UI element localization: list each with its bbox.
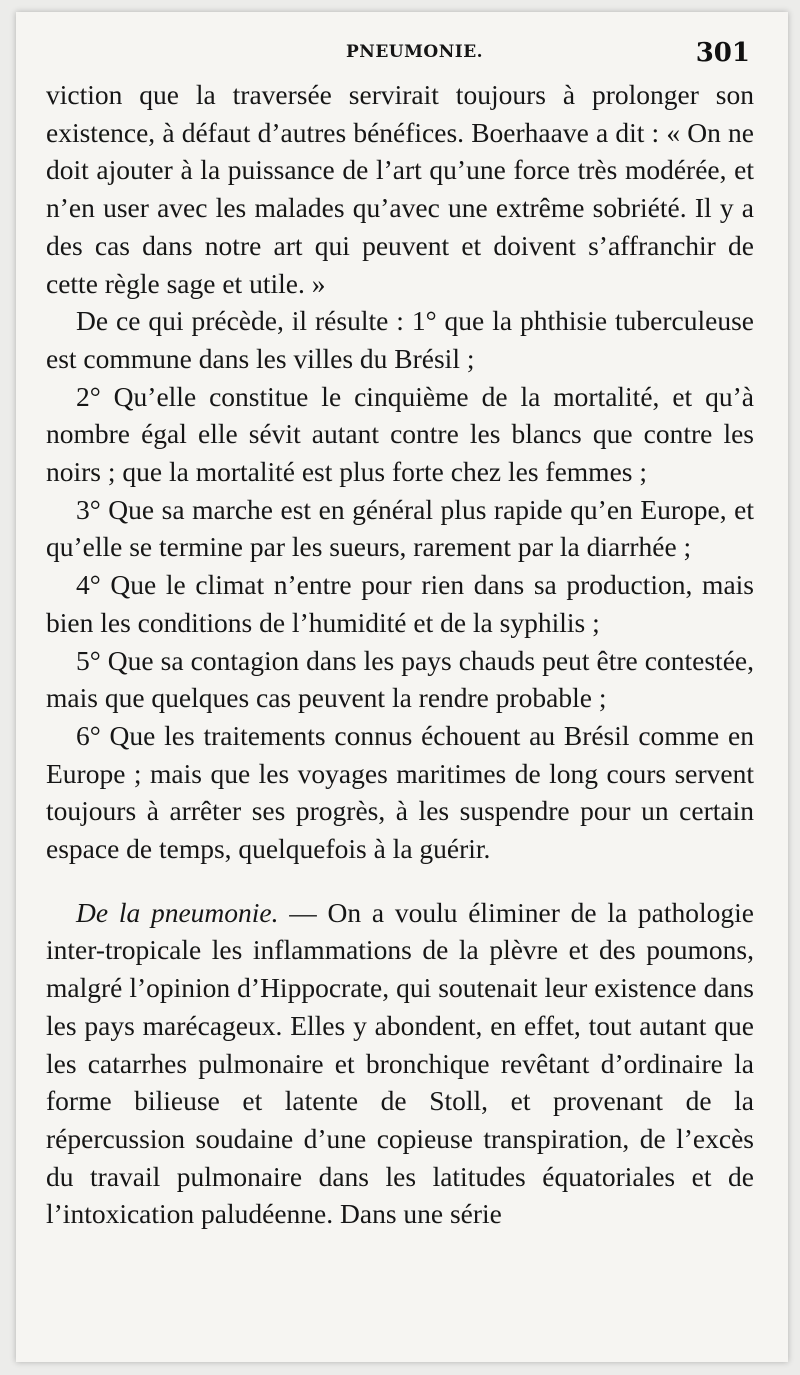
section-pneumonie — [46, 894, 754, 1233]
paragraph-point-2: 2° Qu’elle constitue le cinquième de la mortalité, et qu’à nombre égal elle sévit autant contre les blancs que contre les noirs ; que la mortalité est plus forte chez les femmes ; — [46, 380, 754, 488]
running-title: PNEUMONIE. — [346, 42, 484, 62]
page-number: 301 — [695, 38, 750, 68]
paragraph-point-5: 5° Que sa contagion dans les pays chauds peut être contestée, mais que quelques cas peuvent la rendre probable ; — [46, 644, 754, 714]
paragraph-point-6: 6° Que les traitements connus échouent au Brésil comme en Europe ; mais que les voyages maritimes de long cours servent toujours à arrêter ses progrès, à les suspendre pour un certain espace de temps, quelquefois à la guérir. — [46, 719, 754, 865]
body-text — [46, 76, 754, 1233]
section-dash: — — [278, 896, 328, 928]
paragraph-point-3: 3° Que sa marche est en général plus rapide qu’en Europe, et qu’elle se termine par les sueurs, rarement par la diarrhée ; — [46, 493, 754, 563]
paragraph-conclusion-intro: De ce qui précède, il résulte : 1° que la phthisie tuberculeuse est commune dans les villes du Brésil ; — [46, 305, 754, 374]
section-text: On a voulu éliminer de la pathologie inter-tropicale les inflammations de la plèvre et des poumons, malgré l’opinion d’Hippocrate, qui soutenait leur existence dans les pays marécageux. Elles y abondent, en effet, tout autant que les catarrhes pulmonaire et bronchique revêtant d’ordinaire la forme bilieuse et latente de Stoll, et provenant de la répercussion soudaine d’une copieuse transpiration, de l’excès du travail pulmonaire dans les latitudes équatoriales et de l’intoxication paludéenne. Dans une série — [46, 896, 754, 1230]
paragraph-continuation: viction que la traversée servirait toujours à prolonger son existence, à défaut d’autres bénéfices. Boerhaave a dit : « On ne doit ajouter à la puissance de l’art qu’une force très modérée, et n’en user avec les malades qu’avec une extrême sobriété. Il y a des cas dans notre art qui peuvent et doivent s’affranchir de cette règle sage et utile. » — [46, 79, 754, 299]
section-heading: De la pneumonie. — [76, 896, 279, 928]
running-header — [16, 38, 784, 68]
paragraph-point-4: 4° Que le climat n’entre pour rien dans sa production, mais bien les conditions de l’humidité et de la syphilis ; — [46, 569, 754, 638]
